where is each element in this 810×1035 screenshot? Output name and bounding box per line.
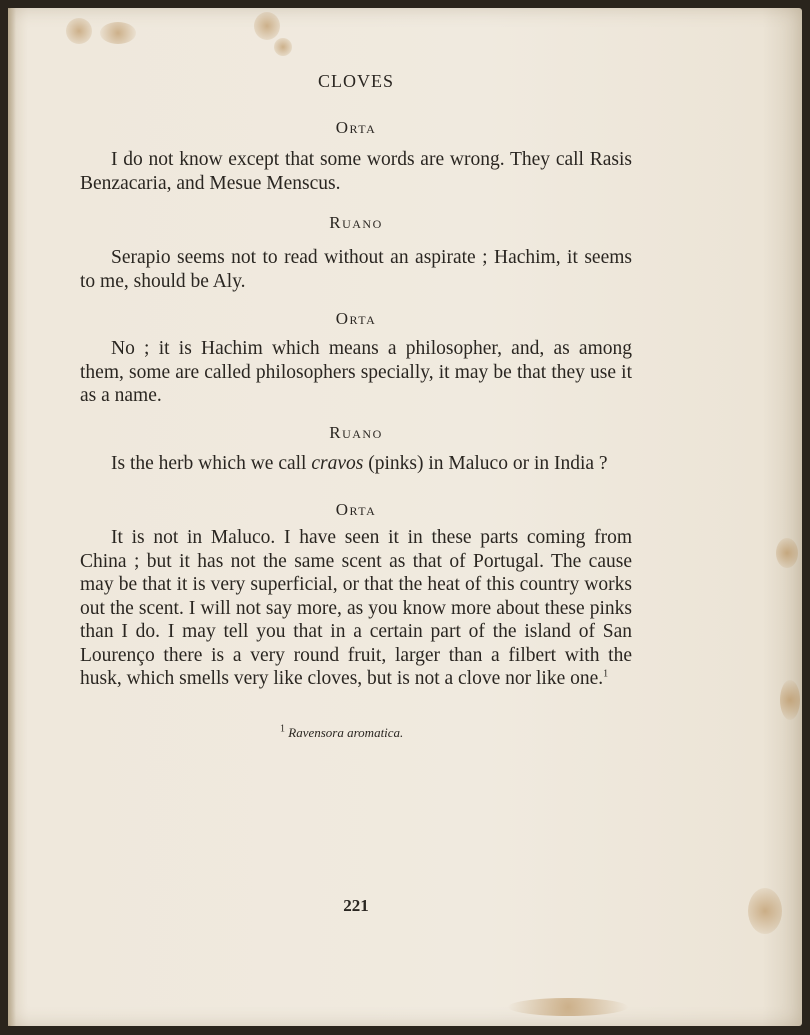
foxing-stain (748, 888, 782, 934)
foxing-stain (254, 12, 280, 40)
paper-page (8, 8, 802, 1026)
foxing-stain (100, 22, 136, 44)
footnote-text: Ravensora aromatica. (288, 725, 404, 740)
paragraph-text: (pinks) in Maluco or in India ? (363, 453, 608, 474)
running-head: CLOVES (317, 71, 394, 91)
dialogue-paragraph (80, 452, 632, 476)
foxing-stain (508, 998, 628, 1016)
foxing-stain (776, 538, 798, 568)
foxing-stain (780, 680, 800, 720)
foxing-stain (274, 38, 292, 56)
dialogue-paragraph: No ; it is Hachim which means a philosopher, and, as among them, some are called philosophers specially, it may be that they use it as a name. (80, 338, 632, 406)
speaker-heading: Ruano (329, 213, 383, 232)
dialogue-paragraph (80, 526, 632, 691)
speaker-heading: Orta (335, 309, 377, 328)
footnote (280, 725, 403, 741)
footnote-reference: 1 (603, 668, 609, 680)
dialogue-paragraph: Serapio seems not to read without an aspirate ; Hachim, it seems to me, should be Aly. (80, 247, 632, 292)
foxing-stain (66, 18, 92, 44)
italic-term: cravos (311, 453, 364, 474)
paragraph-text: Is the herb which we call (111, 453, 312, 474)
page-number: 221 (343, 896, 369, 915)
speaker-heading: Orta (335, 118, 377, 137)
paragraph-text: It is not in Maluco. I have seen it in these parts coming from China ; but it has not the same scent as that of Portugal. The cause may be that it is very superficial, or that the heat of this country works out the scent. I will not say more, as you know more about these pinks than I do. I may tell you that in a certain part of the island of San Lourenço there is a very round fruit, larger than a filbert with the husk, which smells very like cloves, but is not a clove nor like one. (80, 527, 632, 689)
speaker-heading: Orta (335, 500, 377, 519)
footnote-marker: 1 (280, 723, 285, 735)
dialogue-paragraph: I do not know except that some words are wrong. They call Rasis Benzacaria, and Mesue Menscus. (80, 149, 632, 194)
speaker-heading: Ruano (329, 423, 383, 442)
